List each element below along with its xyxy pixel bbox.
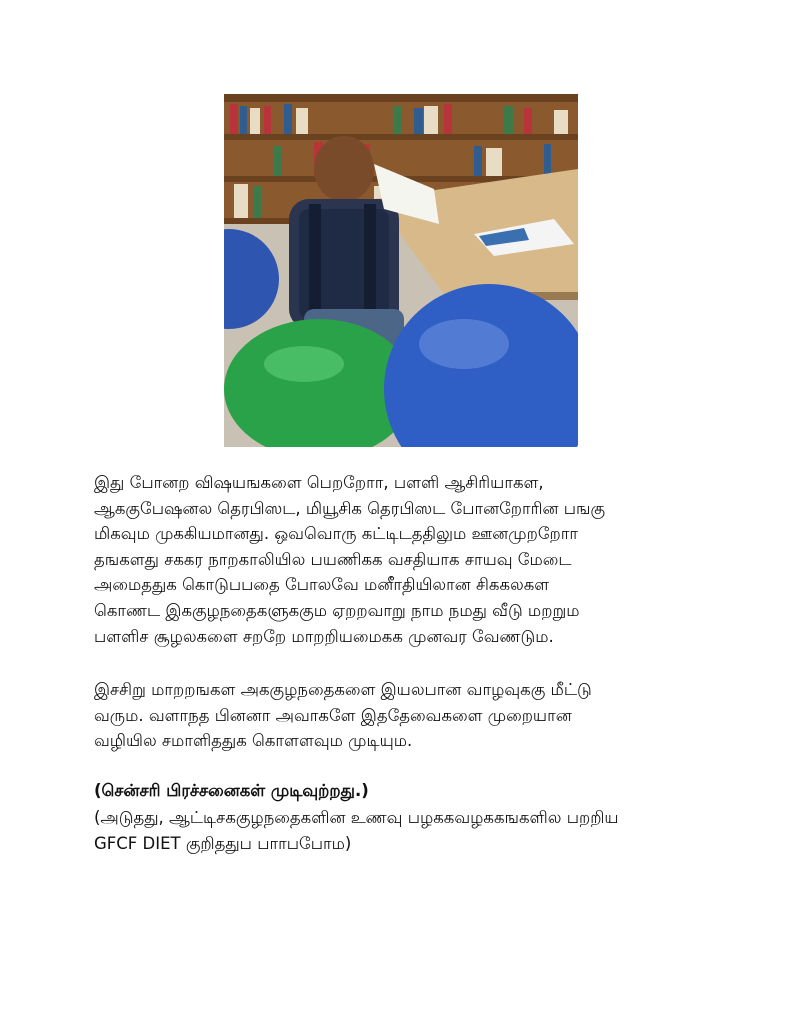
paragraph-line: வரும. வளாநத பினனா அவாகளே இததேவைகளை முறையான [94, 705, 572, 725]
paragraph-2 [94, 677, 694, 754]
child-reading-photo [224, 94, 578, 447]
heading-text: (சென்சரி பிரச்சனைகள் முடிவுற்றது.) [94, 781, 369, 800]
paragraph-line: இது போனற விஷயஙகளை பெறறோா, பளளி ஆசிரியாகள, [94, 473, 544, 492]
note-line: GFCF DIET குறிததுப பாாபபோம) [94, 833, 352, 853]
paragraph-line: பளளிச சூழலகளை சறறே மாறறியமைகக முனவர வேணடும. [94, 626, 554, 646]
paragraph-line: தஙகளது சககர நாறகாலியில பயணிகக வசதியாக சாயவு மேடை [94, 549, 572, 569]
note-line: (அடுதது, ஆட்டிசககுழநதைகளின உணவு பழககவழககஙகளில பறறிய [94, 808, 619, 827]
paragraph-line: இசசிறு மாறறஙகள அககுழநதைகளை இயலபான வாழவுககு மீட்டு [94, 680, 592, 699]
paragraph-line: அமைததுக கொடுபபதை போலவே மனாீதியிலான சிககலகள [94, 575, 550, 595]
next-topic-note [94, 805, 694, 856]
paragraph-line: கொணட இககுழநதைகளுககும ஏறறவாறு நாம நமது வீடு மறறும [94, 600, 580, 620]
section-end-heading [94, 778, 694, 804]
paragraph-1 [94, 470, 694, 649]
paragraph-line: மிகவும முககியமானது. ஒவவொரு கட்டிடததிலும ஊனமுறறோா [94, 524, 579, 544]
child-reading-on-exercise-ball-photo [224, 94, 578, 447]
paragraph-line: வழியில சமாளிததுக கொளளவும முடியும. [94, 731, 413, 751]
paragraph-line: ஆககுபேஷனல தெரபிஸட, மியூசிக தெரபிஸட போனறோரின பஙகு [94, 498, 606, 518]
